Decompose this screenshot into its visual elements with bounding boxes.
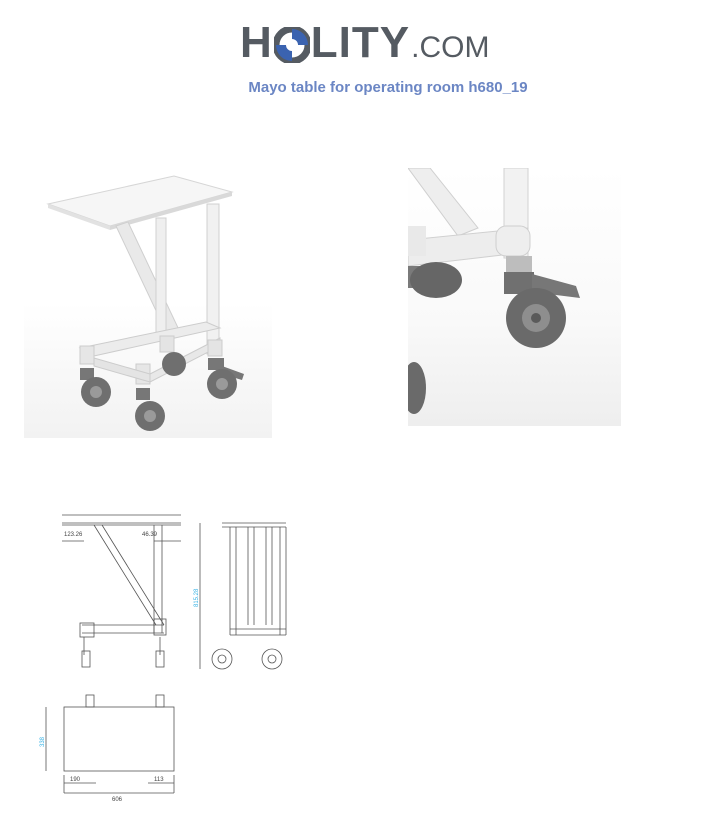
dim-label-height: 815.28 — [194, 588, 200, 607]
page-title: Mayo table for operating room h680_19 — [248, 79, 528, 96]
dim-label-46: 46.39 — [142, 532, 158, 538]
mayo-table-render — [24, 168, 272, 438]
dim-label-113: 113 — [154, 777, 164, 783]
logo-letter-h: H — [240, 18, 273, 67]
product-photo-full — [24, 168, 272, 438]
dim-label-338: 338 — [40, 736, 46, 747]
dim-label-606: 606 — [112, 797, 123, 803]
caster-closeup-render — [408, 168, 621, 426]
logo-o-icon — [274, 27, 310, 63]
dim-label-190: 190 — [70, 777, 81, 783]
product-photo-caster-detail — [408, 168, 621, 426]
dim-label-123: 123.26 — [64, 532, 83, 538]
technical-drawings — [36, 505, 306, 805]
logo-letters-lity: LITY — [310, 18, 411, 67]
logo-domain: .COM — [411, 31, 490, 64]
dimension-drawing — [36, 505, 306, 805]
brand-logo — [240, 18, 489, 68]
